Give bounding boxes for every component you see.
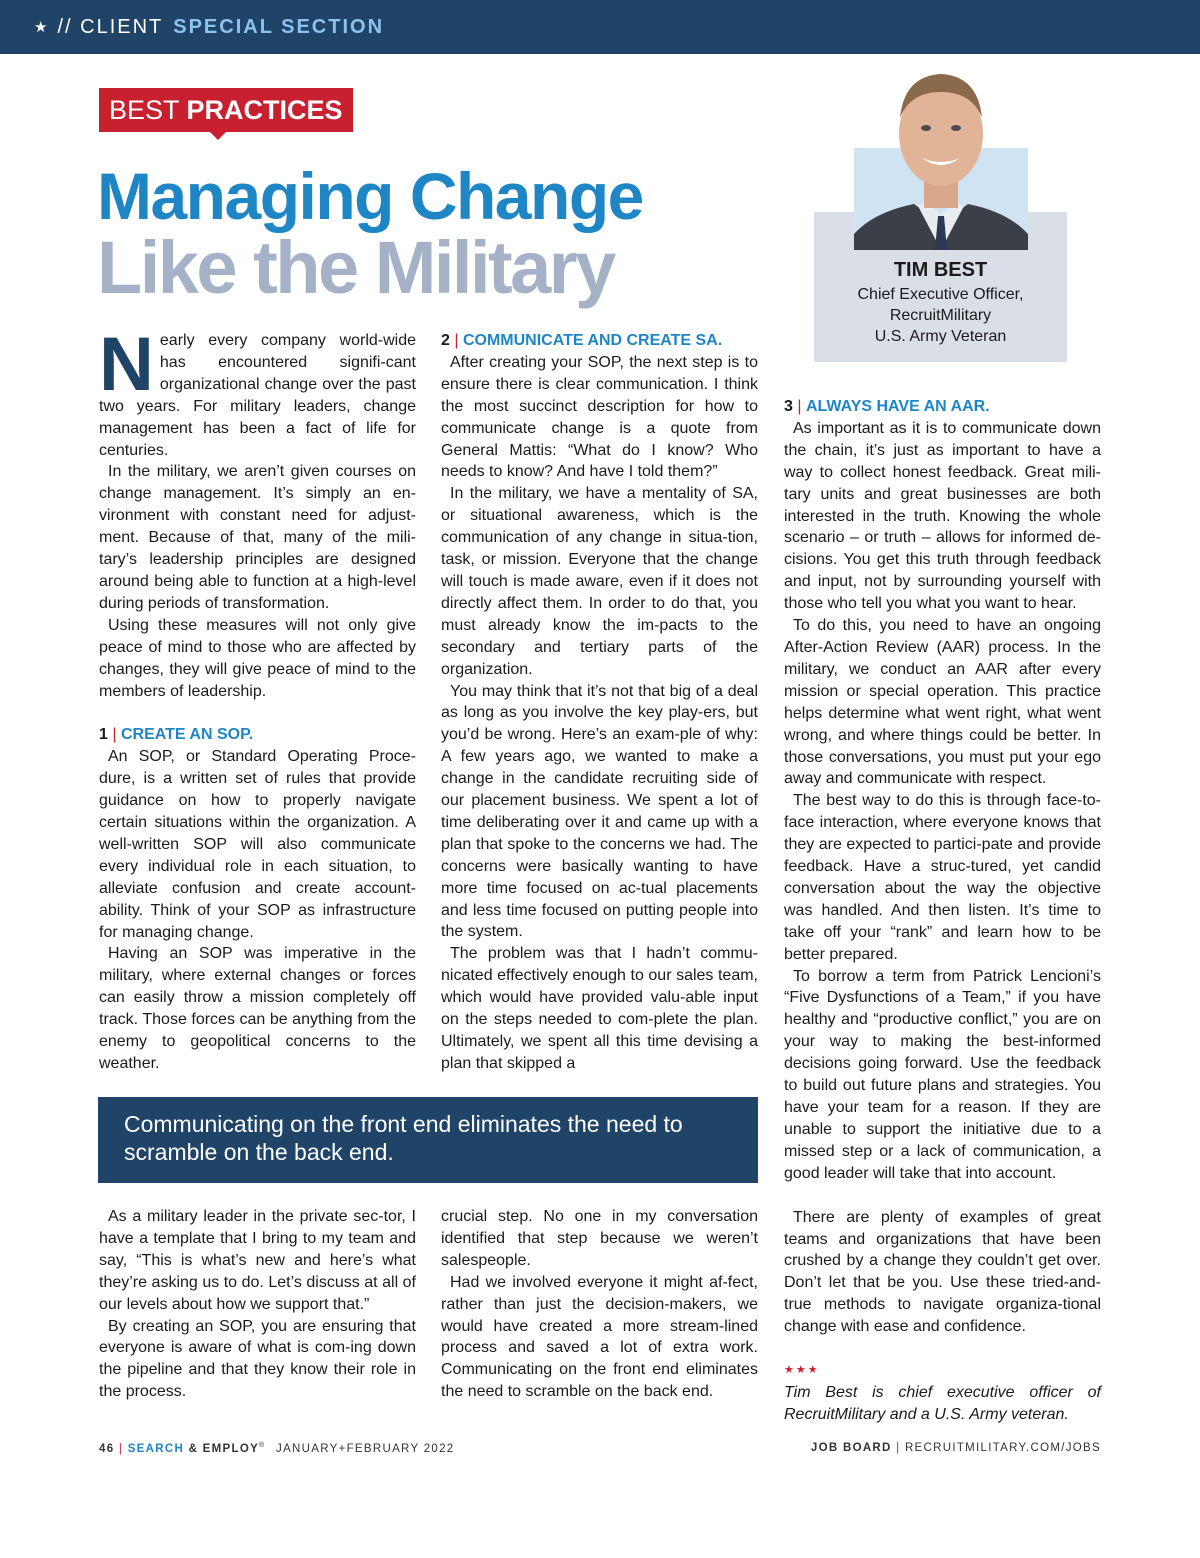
publication-name-2: & EMPLOY [188,1442,260,1455]
author-photo [854,66,1028,250]
badge-light: BEST [109,95,180,125]
author-title-1: Chief Executive Officer, [857,286,1024,303]
badge-bold: PRACTICES [186,95,343,125]
section-1-paragraph-1: An SOP, or Standard Operating Proce-dure, is a written set of rules that provide guidance on how to properly navigate certain situations within the organization. A well-written SOP will also communicate every individual role in each situation, to alleviate confusion and create account-ability. Think of your SOP as infrastructure for managing change. [99,748,416,941]
section-1-number: 1 [99,726,108,744]
section-2-paragraph-1: After creating your SOP, the next step is to ensure there is clear communication. I think the most succinct description for how to communicate change is a quote from General Mattis: “What do I know? Who needs to know? And have I told them?” [441,353,758,481]
column-1-bottom [99,1206,416,1403]
section-2-title: COMMUNICATE AND CREATE SA. [462,332,723,349]
intro-paragraph-3: Using these measures will not only give peace of mind to those who are affected by changes, they will give peace of mind to the members of leadership. [99,616,416,700]
section-3-heading: 3 | ALWAYS HAVE AN AAR. [784,398,990,415]
author-title-2: RecruitMilitary [889,307,992,324]
section-3-title: ALWAYS HAVE AN AAR. [805,398,990,415]
section-header-bar [0,0,1200,54]
section-3-paragraph-4: To borrow a term from Patrick Lencioni’s “Five Dysfunctions of a Team,” if you have healthy and “productive conflict,” you are on your way to making the best-informed decisions going forward. Use the feedback to build out future plans and strategies. You have your team for a reason. If they are unable to support the initiative due to a missed step or a lack of communication, a good leader will take that into account. [784,967,1101,1182]
header-prefix: // CLIENT [57,15,164,38]
section-1-paragraph-4: By creating an SOP, you are ensuring that everyone is aware of what is com-ing down the pipeline and that they know their role in the process. [99,1317,416,1401]
headline-line-2: Like the Military [97,226,614,309]
page-number: 46 [99,1442,115,1455]
bio-stars-icon: ★★★ [784,1364,820,1377]
section-3-paragraph-3: The best way to do this is through face-to-face interaction, where everyone knows that they are expected to partici-pate and provide feedback. Have a struc-tured, yet candid conversation about the way the objective was handled. And then listen. It’s time to take off your “rank” and learn how to be better prepared. [784,792,1101,963]
drop-cap: N [99,322,154,407]
section-2-paragraph-2: In the military, we have a mentality of SA, or situational awareness, which is the communication of any change in situa-tion, task, or mission. Everyone that the change will touch is made aware, even if it does not directly affect them. In order to do that, you must already know the im-pacts to the secondary and tertiary parts of the organization. [441,485,758,678]
column-2-bottom [441,1206,758,1403]
intro-paragraph-2: In the military, we aren’t given courses on change management. It’s simply an en-vironment with constant need for adjust-ment. Because of that, many of the mili-tary’s leadership principles are designed around being able to function at a high-level during periods of transformation. [99,463,416,612]
section-1-paragraph-2: Having an SOP was imperative in the military, where external changes or forces can easily throw a mission completely off track. Those forces can be anything from the enemy to geopolitical concerns to the weather. [99,945,416,1072]
section-1-title: CREATE AN SOP. [120,726,254,744]
job-board-label: JOB BOARD [810,1442,892,1454]
section-3-paragraph-2: To do this, you need to have an ongoing After-Action Review (AAR) process. In the military, we conduct an AAR after every mission or special operation. This practice helps determine what went right, what went wrong, and where things could be better. In those conversations, you must put your ego away and communicate with respect. [784,617,1101,788]
intro-paragraph-1 [99,322,416,461]
headline-line-1: Managing Change [97,159,643,233]
header-highlight: SPECIAL SECTION [173,15,385,38]
section-3-paragraph-5: There are plenty of examples of great teams and organizations that have been crushed by a change they couldn’t get over. Don’t let that be you. Use these tried-and-true methods to navigate organiza-tional change with ease and confidence. [784,1208,1101,1336]
section-3-paragraph-1: As important as it is to communicate down the chain, it’s just as important to have a way to collect honest feedback. Great mili-tary units and great businesses are both interested in the truth. Knowing the whole scenario – or truth – allows for informed de-cisions. You get this truth through feedback and input, not by surrounding yourself with those who tell you what you want to hear. [784,419,1101,613]
section-2-paragraph-6: Had we involved everyone it might af-fect, rather than just the decision-makers, we would have created a more stream-lined process and saved a lot of extra work. Communicating on the front end eliminates the need to scramble on the back end. [441,1273,758,1401]
star-icon: ★ [34,19,50,36]
column-3 [784,396,1101,1426]
category-badge [99,88,353,132]
job-board-url[interactable]: RECRUITMILITARY.COM/JOBS [904,1442,1101,1454]
section-1-heading: 1 | CREATE AN SOP. [99,726,254,744]
column-1-top [99,322,416,1075]
section-2-number: 2 [441,332,450,349]
footer-publication: 46 | SEARCH & EMPLOY® JANUARY+FEBRUARY 2022 [99,1442,455,1455]
footer-job-board: JOB BOARD | RECRUITMILITARY.COM/JOBS [810,1442,1101,1454]
section-2-paragraph-4: The problem was that I hadn’t commu-nicated effectively enough to our sales team, which would have provided valu-able input on the steps needed to com-plete the plan. Ultimately, we spent all this time devising a plan that skipped a [441,945,758,1072]
section-2-heading: 2 | COMMUNICATE AND CREATE SA. [441,332,723,349]
section-1-paragraph-3: As a military leader in the private sec-tor, I have a template that I bring to my team and say, “This is what’s new and here’s what they’re asking us to do. Let’s discuss at all of our levels about how we support that.” [99,1208,416,1313]
author-bio: Tim Best is chief executive officer of RecruitMilitary and a U.S. Army veteran. [784,1383,1101,1423]
publication-name: SEARCH [127,1442,185,1455]
issue-date: JANUARY+FEBRUARY 2022 [276,1442,455,1455]
registered-mark: ® [259,1442,266,1449]
author-name: TIM BEST [893,259,988,281]
section-2-paragraph-3: You may think that it’s not that big of a deal as long as you involve the key play-ers, but you’d be wrong. Here’s an exam-ple of why: A few years ago, we wanted to make a change in the candidate recruiting side of our placement business. We spent a lot of time deliberating over it and came up with a plan that spoke to the concerns we had. The concerns were basically wanting to have more time focused on ac-tual placements and less time focused on putting people into the system. [441,682,758,941]
author-title-3: U.S. Army Veteran [874,328,1007,345]
column-2-top [441,330,758,1075]
intro-paragraph-1-text: early every company world-wide has encountered signifi-cant organizational change over the past two years. For military leaders, change management has been a fact of life for centuries. [99,332,416,459]
section-2-paragraph-5: crucial step. No one in my conversation identified that step because we weren’t salespeople. [441,1208,758,1269]
section-3-number: 3 [784,398,793,415]
pull-quote: Communicating on the front end eliminates the need to scramble on the back end. [98,1097,758,1183]
